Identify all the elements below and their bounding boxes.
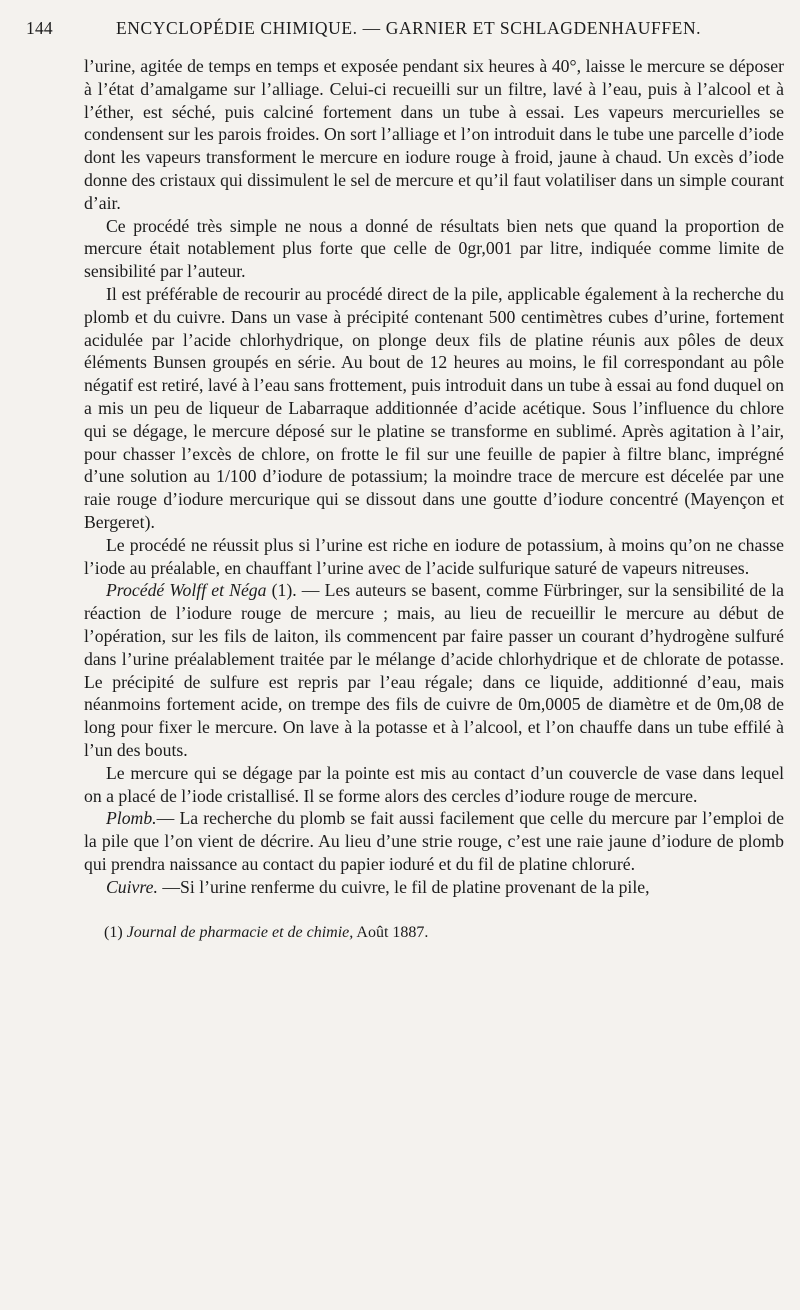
section-lead-wolff-nega: Procédé Wolff et Néga [106,580,267,601]
footnote-marker: (1) [104,924,123,942]
footnote [84,924,784,942]
paragraph-8-cuivre: Cuivre. —Si l’urine renferme du cuivre, le fil de platine provenant de la pile, [106,876,650,897]
section-lead-plomb: Plomb. [106,808,157,829]
paragraph-7-plomb: Plomb.— La recherche du plomb se fait aussi facilement que celle du mercure par l’emploi de la pile que l’on vient de décrire. Au lieu d’une strie rouge, c’est une raie jaune d’iodure de plomb qui prendra naissance au contact du papier ioduré et du fil de platine chloruré. [84,808,784,874]
section-lead-cuivre: Cuivre. [106,876,158,897]
running-head [26,18,784,39]
paragraph-2: Ce procédé très simple ne nous a donné de résultats bien nets que quand la proportion de mercure était notablement plus forte que celle de 0gr,001 par litre, indiquée comme limite de sensibilité par l’auteur. [84,215,784,282]
body-text [84,55,784,898]
paragraph-1: l’urine, agitée de temps en temps et exposée pendant six heures à 40°, laisse le mercure se déposer à l’état d’amalgame sur l’alliage. Celui-ci recueilli sur un filtre, lavé à l’eau, puis à l’alcool et à l’éther, est séché, puis calciné fortement dans un tube à essai. Les vapeurs mercurielles se condensent sur les parois froides. On sort l’alliage et l’on introduit dans le tube une parcelle d’iode dont les vapeurs transforment le mercure en iodure rouge à froid, jaune à chaud. Un excès d’iode donne des cristaux qui dissimulent le sel de mercure et qu’il faut volatiliser dans un simple courant d’air. [84,56,784,213]
footnote-date: Août 1887. [356,924,429,942]
running-title: ENCYCLOPÉDIE CHIMIQUE. — GARNIER ET SCHLAGDENHAUFFEN. [116,18,702,38]
paragraph-4: Le procédé ne réussit plus si l’urine est riche en iodure de potassium, à moins qu’on ne chasse l’iode au préalable, en chauffant l’urine avec de l’acide sulfurique saturé de vapeurs nitreuses. [84,534,784,578]
page-number: 144 [26,18,53,38]
footnote-source: Journal de pharmacie et de chimie, [126,924,354,942]
paragraph-6: Le mercure qui se dégage par la pointe est mis au contact d’un couvercle de vase dans lequel on a placé de l’iode cristallisé. Il se forme alors des cercles d’iodure rouge de mercure. [84,762,784,806]
paragraph-3: Il est préférable de recourir au procédé direct de la pile, applicable également à la recherche du plomb et du cuivre. Dans un vase à précipité contenant 500 centimètres cubes d’urine, fortement acidulée par l’acide chlorhydrique, on plonge deux fils de platine réunis aux pôles de deux éléments Bunsen groupés en série. Au bout de 12 heures au moins, le fil correspondant au pôle négatif est retiré, lavé à l’eau sans frottement, puis introduit dans un tube à essai au fond duquel on a mis un peu de liqueur de Labarraque additionnée d’acide acétique. Sous l’influence du chlore qui se dégage, le mercure déposé sur le platine se transforme en sublimé. Après agitation à l’air, pour chasser l’excès de chlore, on frotte le fil sur une feuille de papier à filtre blanc, imprégné d’une solution au 1/100 d’iodure de potassium; la moindre trace de mercure est décelée par une raie rouge d’iodure mercurique qui se dissout dans une goutte d’iodure concentré (Mayençon et Bergeret). [84,283,784,532]
paragraph-5-wolff-nega: Procédé Wolff et Néga (1). — Les auteurs se basent, comme Fürbringer, sur la sensibilité de la réaction de l’iodure rouge de mercure ; mais, au lieu de recueillir le mercure au début de l’opération, sur les fils de laiton, ils commencent par faire passer un courant d’hydrogène sulfuré dans l’urine préalablement traitée par le mélange d’acide chlorhydrique et de chlorate de potasse. Le précipité de sulfure est repris par l’eau régale; dans ce liquide, additionné d’eau, mais néanmoins fortement acide, on trempe des fils de cuivre de 0m,0005 de diamètre et de 0m,08 de long pour fixer le mercure. On lave à la potasse et à l’alcool, et l’on chauffe dans un tube effilé à l’un des bouts. [84,580,784,760]
